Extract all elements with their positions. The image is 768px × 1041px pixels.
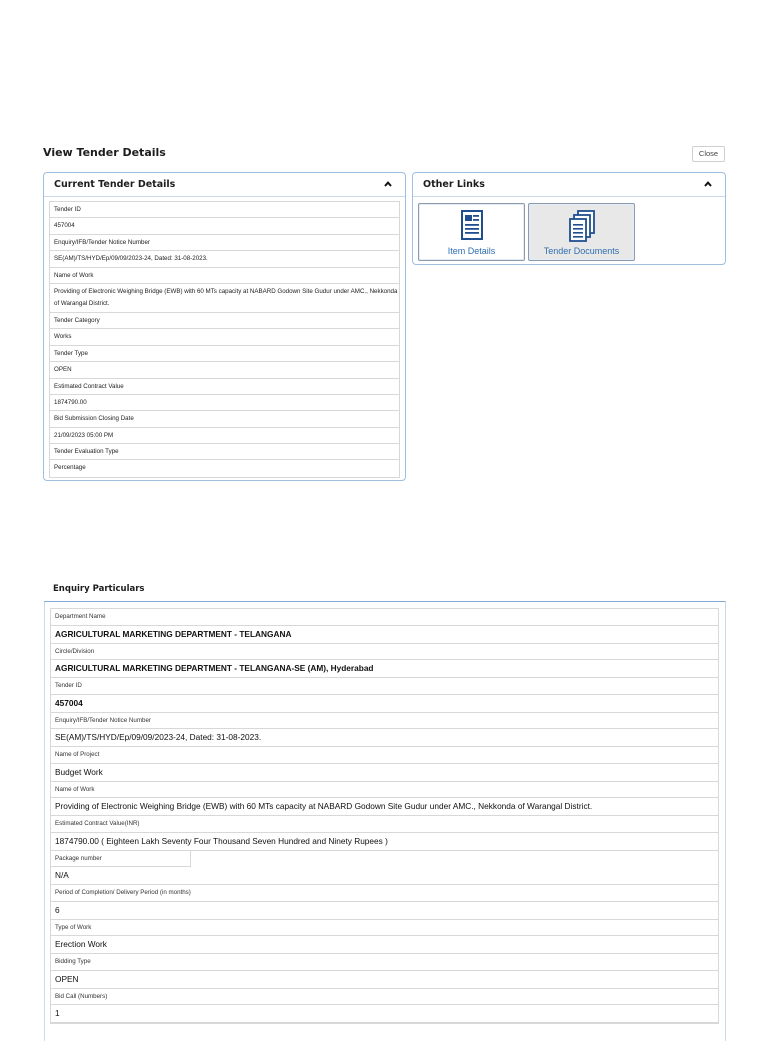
document-list-icon <box>460 210 484 240</box>
completion-period-value: 6 <box>51 902 718 920</box>
department-name-value: AGRICULTURAL MARKETING DEPARTMENT - TELANGANA <box>51 626 718 644</box>
work-type-label: Type of Work <box>51 920 718 937</box>
closing-date-value: 21/09/2023 05:00 PM <box>50 428 399 444</box>
evaluation-type-label: Tender Evaluation Type <box>50 444 399 460</box>
other-links-panel <box>412 172 726 265</box>
bidding-type-value: OPEN <box>51 971 718 989</box>
tender-id-label: Tender ID <box>51 678 718 695</box>
item-details-button[interactable] <box>418 203 525 261</box>
current-tender-panel <box>43 172 406 481</box>
circle-division-value: AGRICULTURAL MARKETING DEPARTMENT - TELANGANA-SE (AM), Hyderabad <box>51 660 718 678</box>
notice-number-value: SE(AM)/TS/HYD/Ep/09/09/2023-24, Dated: 31-08-2023. <box>50 251 399 267</box>
current-tender-title: Current Tender Details <box>54 179 176 190</box>
name-of-work-value: Providing of Electronic Weighing Bridge (EWB) with 60 MTs capacity at NABARD Godown Site Gudur under AMC., Nekkonda of Warangal District. <box>50 284 399 313</box>
project-name-value: Budget Work <box>51 764 718 782</box>
package-number-value: N/A <box>51 867 718 885</box>
tender-documents-label: Tender Documents <box>543 246 620 256</box>
page-title: View Tender Details <box>43 146 166 159</box>
name-of-work-label: Name of Work <box>50 268 399 284</box>
notice-number-label: Enquiry/IFB/Tender Notice Number <box>50 235 399 251</box>
estimated-value-value: 1874790.00 <box>50 395 399 411</box>
other-links-header[interactable] <box>413 173 725 197</box>
closing-date-label: Bid Submission Closing Date <box>50 411 399 427</box>
tender-type-label: Tender Type <box>50 346 399 362</box>
estimated-value-label: Estimated Contract Value(INR) <box>51 816 718 833</box>
stacked-documents-icon <box>568 210 596 242</box>
department-name-label: Department Name <box>51 609 718 626</box>
project-name-label: Name of Project <box>51 747 718 764</box>
tender-category-value: Works <box>50 329 399 345</box>
enquiry-panel <box>44 601 726 1041</box>
work-name-label: Name of Work <box>51 782 718 799</box>
bid-call-value: 1 <box>51 1005 718 1023</box>
work-name-value: Providing of Electronic Weighing Bridge (EWB) with 60 MTs capacity at NABARD Godown Site Gudur under AMC., Nekkonda of Warangal District. <box>51 798 718 816</box>
completion-period-label: Period of Completion/ Delivery Period (in months) <box>51 885 718 902</box>
tender-id-value: 457004 <box>50 218 399 234</box>
notice-number-value: SE(AM)/TS/HYD/Ep/09/09/2023-24, Dated: 31-08-2023. <box>51 729 718 747</box>
tender-type-value: OPEN <box>50 362 399 378</box>
tender-category-label: Tender Category <box>50 313 399 329</box>
close-button[interactable]: Close <box>692 146 725 162</box>
current-tender-header[interactable] <box>44 173 405 197</box>
estimated-value-label: Estimated Contract Value <box>50 379 399 395</box>
bidding-type-label: Bidding Type <box>51 954 718 971</box>
work-type-value: Erection Work <box>51 936 718 954</box>
estimated-value-value: 1874790.00 ( Eighteen Lakh Seventy Four Thousand Seven Hundred and Ninety Rupees ) <box>51 833 718 851</box>
circle-division-label: Circle/Division <box>51 644 718 661</box>
tender-documents-button[interactable] <box>528 203 635 261</box>
notice-number-label: Enquiry/IFB/Tender Notice Number <box>51 713 718 730</box>
tender-id-label: Tender ID <box>50 202 399 218</box>
chevron-up-icon[interactable] <box>703 179 713 189</box>
enquiry-list <box>50 608 719 1024</box>
current-tender-list <box>49 201 400 478</box>
bid-call-label: Bid Call (Numbers) <box>51 989 718 1006</box>
evaluation-type-value: Percentage <box>54 464 86 472</box>
item-details-label: Item Details <box>447 246 496 256</box>
chevron-up-icon[interactable] <box>383 179 393 189</box>
other-links-title: Other Links <box>423 179 485 190</box>
tender-id-value: 457004 <box>51 695 718 713</box>
enquiry-title: Enquiry Particulars <box>53 584 145 594</box>
package-number-label: Package number <box>51 851 191 868</box>
